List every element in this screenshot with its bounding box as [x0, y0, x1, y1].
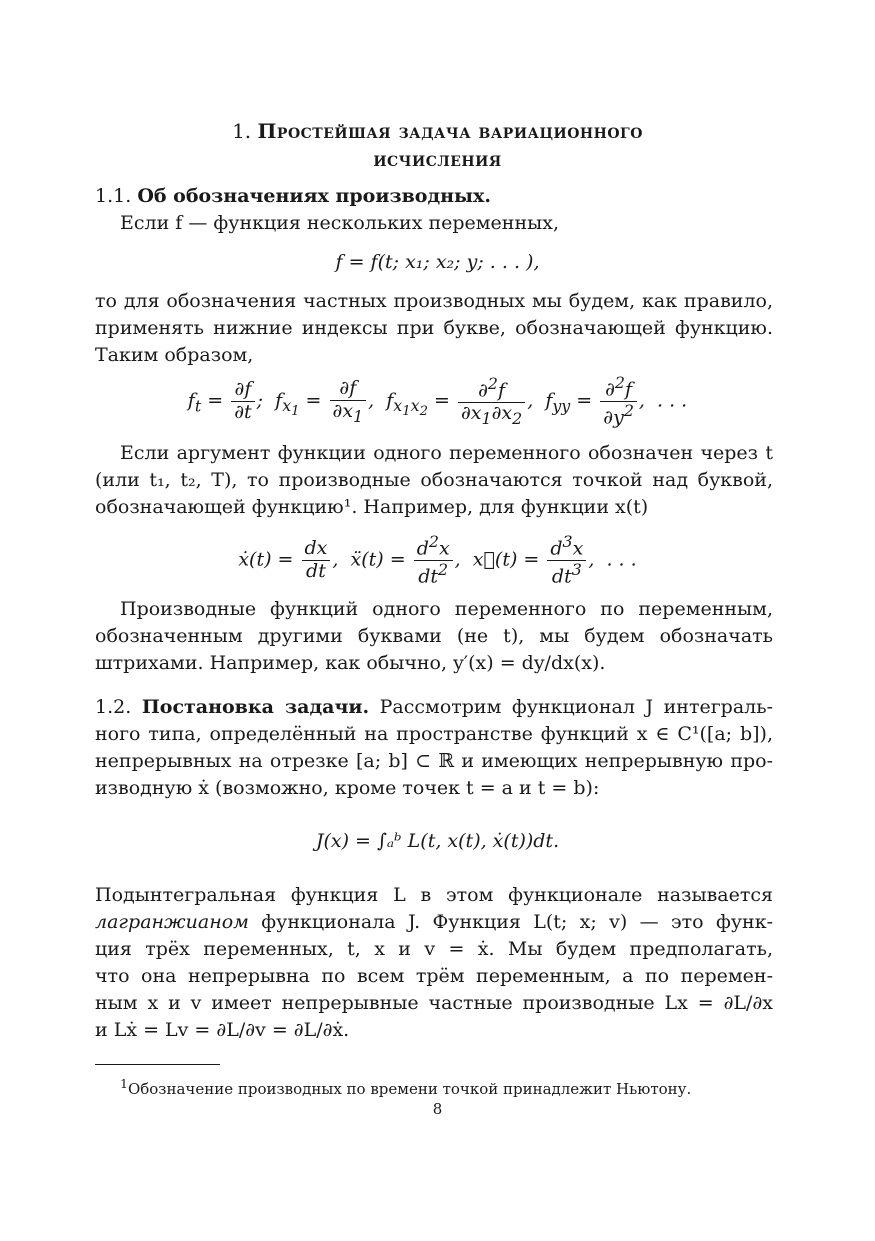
lag-line1: Подынтегральная функция L в этом функционале называется — [95, 884, 773, 906]
p2-line2: (или t₁, t₂, T), то производные обозначаются точкой над буквой, — [95, 469, 773, 491]
lag-line5: ным x и v имеет непрерывные частные производные Lx = ∂L/∂x — [95, 992, 773, 1014]
equation-functional-text: J(x) = ∫ₐᵇ L(t, x(t), ẋ(t))dt. — [315, 830, 560, 852]
lagrangian-term: лагранжианом — [95, 911, 249, 933]
s2-line4: изводную ẋ (возможно, кроме точек t = a и t = b): — [95, 777, 600, 799]
p3-line1: Производные функций одного переменного по переменным, — [120, 598, 773, 620]
chapter-heading — [0, 118, 875, 145]
equation-time-derivatives: ẋ(t) = $\frac{dx}{dt}$ , ẍ(t) = $\frac{d^2x}{dt^2}$ , x⃛(t) = $\frac{d^3x}{dt^3}$ , . . . — [238, 532, 637, 588]
paragraph-lagrangian — [95, 882, 773, 1044]
p2-line3: обозначающей функцию¹. Например, для функции x(t) — [95, 496, 649, 518]
section1-intro — [120, 210, 559, 237]
lag-line3: ция трёх переменных, t, x и v = ẋ. Мы будем предполагать, — [95, 938, 773, 960]
lag-line4: что она непрерывна по всем трём переменным, а по перемен- — [95, 965, 773, 987]
p3-line3: штрихами. Например, как обычно, y′(x) = dy/dx(x). — [95, 652, 606, 674]
paragraph-3 — [95, 596, 773, 677]
chapter-number: 1. — [232, 119, 252, 143]
footnote-rule — [95, 1064, 220, 1065]
section-number: 1.1. — [95, 185, 132, 207]
footnote-text: Обозначение производных по времени точкой принадлежит Ньютону. — [127, 1080, 692, 1098]
equation-f-text: f = f(t; x₁; x₂; y; . . . ), — [335, 251, 540, 273]
page-number — [0, 1096, 875, 1123]
s2-line1-text: Рассмотрим функционал J интеграль- — [379, 696, 773, 718]
p1-line3: Таким образом, — [95, 344, 254, 366]
s2-line1 — [95, 694, 773, 721]
equation-partials: $f_t$ = $\frac{\partial f}{\partial t}$ ; $f_{x_1}$ = $\frac{\partial f}{\partial x_1}$ , $f_{x_1x_2}$ = $\frac{\partial^2f}{\partial x_1\partial x_2}$ , $f_{yy}$ = $\frac{\partial^2f}{\partial y^2}$ , . . . — [187, 373, 688, 429]
lag-line2-rest: функционала J. Функция L(t; x; v) — это функ- — [261, 911, 773, 933]
lag-line2 — [95, 909, 773, 936]
chapter-title-line1: Простейшая задача вариационного — [257, 119, 643, 143]
chapter-title-line2: исчисления — [373, 147, 502, 171]
section-1-2 — [95, 694, 773, 802]
lag-line6: и Lẋ = Lv = ∂L/∂v = ∂L/∂ẋ. — [95, 1019, 350, 1041]
p1-line1: то для обозначения частных производных мы будем, как правило, — [95, 290, 773, 312]
section-heading-1-1 — [95, 183, 491, 210]
footnote-mark: 1 — [120, 1076, 128, 1091]
p1-line2: применять нижние индексы при букве, обозначающей функцию. — [95, 317, 773, 339]
p3-line2: обозначенным другими буквами (не t), мы будем обозначать — [95, 625, 773, 647]
s2-line3: непрерывных на отрезке [a; b] ⊂ ℝ и имеющих непрерывную про- — [95, 750, 773, 772]
p2-line1: Если аргумент функции одного переменного обозначен через t — [120, 442, 773, 464]
section2-title: Постановка задачи. — [141, 696, 370, 718]
paragraph-2 — [95, 440, 773, 521]
s2-line2: ного типа, определённый на пространстве функций x ∈ C¹([a; b]), — [95, 723, 773, 745]
section2-number: 1.2. — [95, 696, 132, 718]
equation-functional — [0, 828, 875, 855]
chapter-heading-line2 — [0, 146, 875, 173]
section-title: Об обозначениях производных. — [137, 185, 492, 207]
intro-text: Если f — функция нескольких переменных, — [120, 212, 560, 234]
paragraph-1 — [95, 288, 773, 369]
equation-f — [0, 249, 875, 276]
page-number-text: 8 — [432, 1100, 443, 1118]
